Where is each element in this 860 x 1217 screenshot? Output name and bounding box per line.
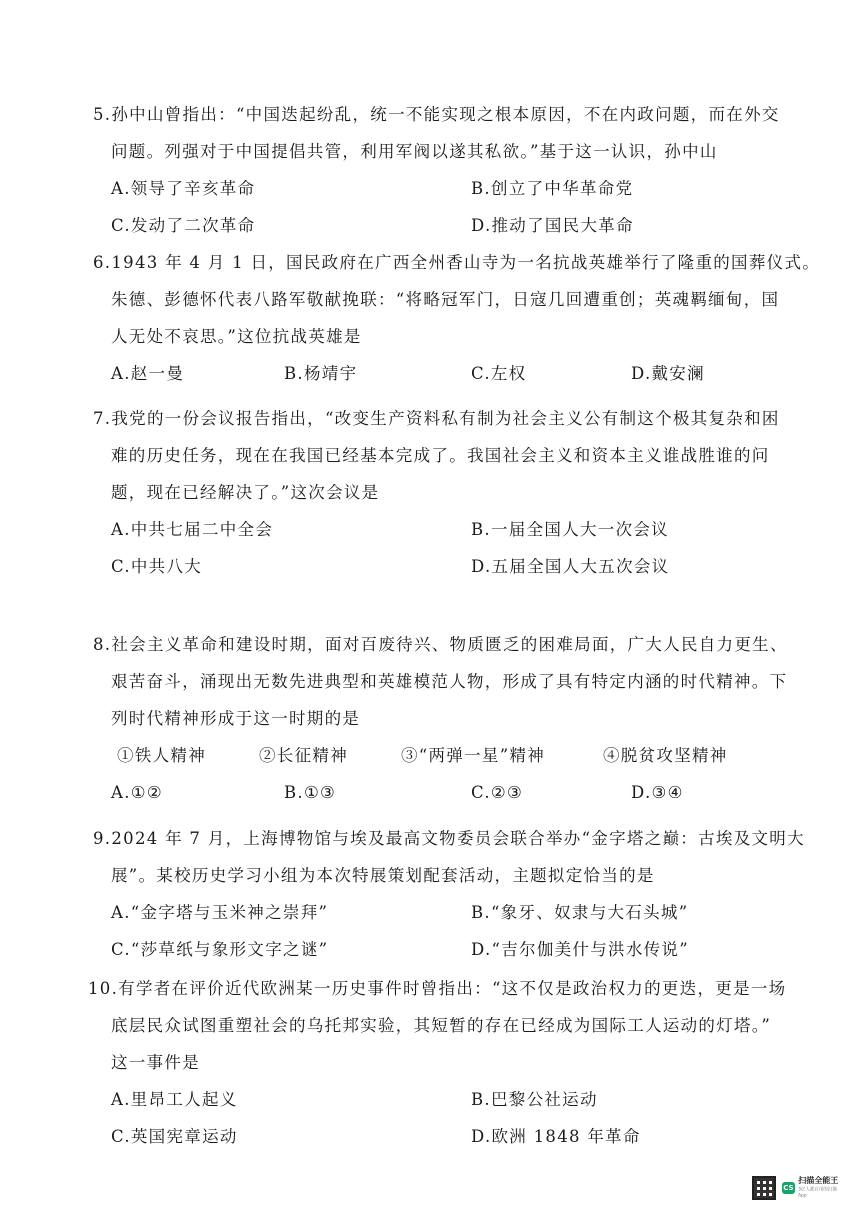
question-7-stem-line-3: 题，现在已经解决了。”这次会议是 [111, 483, 380, 502]
question-8-items [93, 737, 793, 774]
option-d[interactable]: D.③④ [631, 783, 684, 802]
item-1: ①铁人精神 [117, 746, 206, 765]
question-8 [93, 626, 793, 811]
question-8-stem-line-2: 艰苦奋斗，涌现出无数先进典型和英雄模范人物，形成了具有特定内涵的时代精神。下 [111, 672, 788, 691]
option-b[interactable]: B.“象牙、奴隶与大石头城” [471, 903, 689, 922]
question-6-stem-line-2: 朱德、彭德怀代表八路军敬献挽联：“将略冠军门，日寇几回遭重创；英魂羁缅甸，国 [111, 290, 780, 309]
question-7-stem-line-1: 7.我党的一份会议报告指出，“改变生产资料私有制为社会主义公有制这个极其复杂和困 [93, 409, 780, 428]
option-d[interactable]: D.“吉尔伽美什与洪水传说” [471, 940, 689, 959]
question-9-options-row-1 [93, 894, 793, 931]
option-b[interactable]: B.杨靖宇 [284, 364, 358, 383]
question-9-stem-line-1: 9.2024 年 7 月，上海博物馆与埃及最高文物委员会联合举办“金字塔之巅：古埃及文明大 [93, 829, 805, 848]
option-b[interactable]: B.巴黎公社运动 [471, 1090, 598, 1109]
watermark-brand [798, 1176, 850, 1200]
question-9 [93, 820, 805, 968]
option-c[interactable]: C.“莎草纸与象形文字之谜” [111, 940, 329, 959]
question-9-options-row-2 [93, 931, 793, 968]
option-a[interactable]: A.①② [111, 783, 163, 802]
question-6-stem-line-1: 6.1943 年 4 月 1 日，国民政府在广西全州香山寺为一名抗战英雄举行了隆重的国葬仪式。 [93, 253, 821, 272]
item-4: ④脱贫攻坚精神 [603, 746, 728, 765]
option-a[interactable]: A.赵一曼 [111, 364, 185, 383]
question-8-stem-line-3: 列时代精神形成于这一时期的是 [111, 709, 361, 728]
watermark-tagline: 3亿人都在用的扫描App [798, 1186, 838, 1199]
option-c[interactable]: C.发动了二次革命 [111, 216, 256, 235]
watermark-name: 扫描全能王 [798, 1176, 839, 1185]
question-5-options-row-2 [93, 207, 793, 244]
item-2: ②长征精神 [259, 746, 348, 765]
camscanner-logo-icon: CS [783, 1184, 794, 1192]
option-b[interactable]: B.创立了中华革命党 [471, 179, 634, 198]
question-7 [93, 400, 793, 585]
question-7-stem-line-2: 难的历史任务，现在在我国已经基本完成了。我国社会主义和资本主义谁战胜谁的问 [111, 446, 770, 465]
question-10-options-row-1 [88, 1081, 788, 1118]
option-a[interactable]: A.领导了辛亥革命 [111, 179, 256, 198]
option-c[interactable]: C.左权 [471, 364, 527, 383]
question-9-stem-line-2: 展”。某校历史学习小组为本次特展策划配套活动，主题拟定恰当的是 [111, 866, 655, 885]
question-7-options-row-1 [93, 511, 793, 548]
option-d[interactable]: D.五届全国人大五次会议 [471, 557, 670, 576]
option-c[interactable]: C.英国宪章运动 [111, 1127, 238, 1146]
option-b[interactable]: B.一届全国人大一次会议 [471, 520, 669, 539]
question-8-stem-line-1: 8.社会主义革命和建设时期，面对百废待兴、物质匮乏的困难局面，广大人民自力更生、 [93, 635, 788, 654]
scanner-watermark [752, 1170, 850, 1206]
question-10-stem-line-2: 底层民众试图重塑社会的乌托邦实验，其短暂的存在已经成为国际工人运动的灯塔。” [111, 1016, 772, 1035]
question-7-options-row-2 [93, 548, 793, 585]
option-c[interactable]: C.中共八大 [111, 557, 203, 576]
option-a[interactable]: A.中共七届二中全会 [111, 520, 274, 539]
question-10-stem-line-1: 10.有学者在评价近代欧洲某一历史事件时曾指出：“这不仅是政治权力的更迭，更是一场 [88, 979, 787, 998]
question-6-options [93, 355, 793, 392]
item-3: ③“两弹一星”精神 [401, 746, 546, 765]
option-c[interactable]: C.②③ [471, 783, 524, 802]
question-5-stem-line-2: 问题。列强对于中国提倡共管，利用军阀以遂其私欲。”基于这一认识，孙中山 [111, 142, 718, 161]
qr-code-icon [752, 1176, 776, 1200]
option-a[interactable]: A.里昂工人起义 [111, 1090, 238, 1109]
option-a[interactable]: A.“金字塔与玉米神之崇拜” [111, 903, 329, 922]
question-6 [93, 244, 821, 392]
question-5 [93, 96, 793, 244]
question-10-stem-line-3: 这一事件是 [111, 1053, 200, 1072]
question-10 [88, 970, 788, 1155]
question-10-options-row-2 [88, 1118, 788, 1155]
option-d[interactable]: D.推动了国民大革命 [471, 216, 634, 235]
question-5-options-row-1 [93, 170, 793, 207]
question-8-options [93, 774, 793, 811]
option-d[interactable]: D.戴安澜 [631, 364, 705, 383]
question-6-stem-line-3: 人无处不哀思。”这位抗战英雄是 [111, 327, 362, 346]
option-b[interactable]: B.①③ [284, 783, 337, 802]
question-5-stem-line-1: 5.孙中山曾指出：“中国迭起纷乱，统一不能实现之根本原因，不在内政问题，而在外交 [93, 105, 780, 124]
option-d[interactable]: D.欧洲 1848 年革命 [471, 1127, 641, 1146]
